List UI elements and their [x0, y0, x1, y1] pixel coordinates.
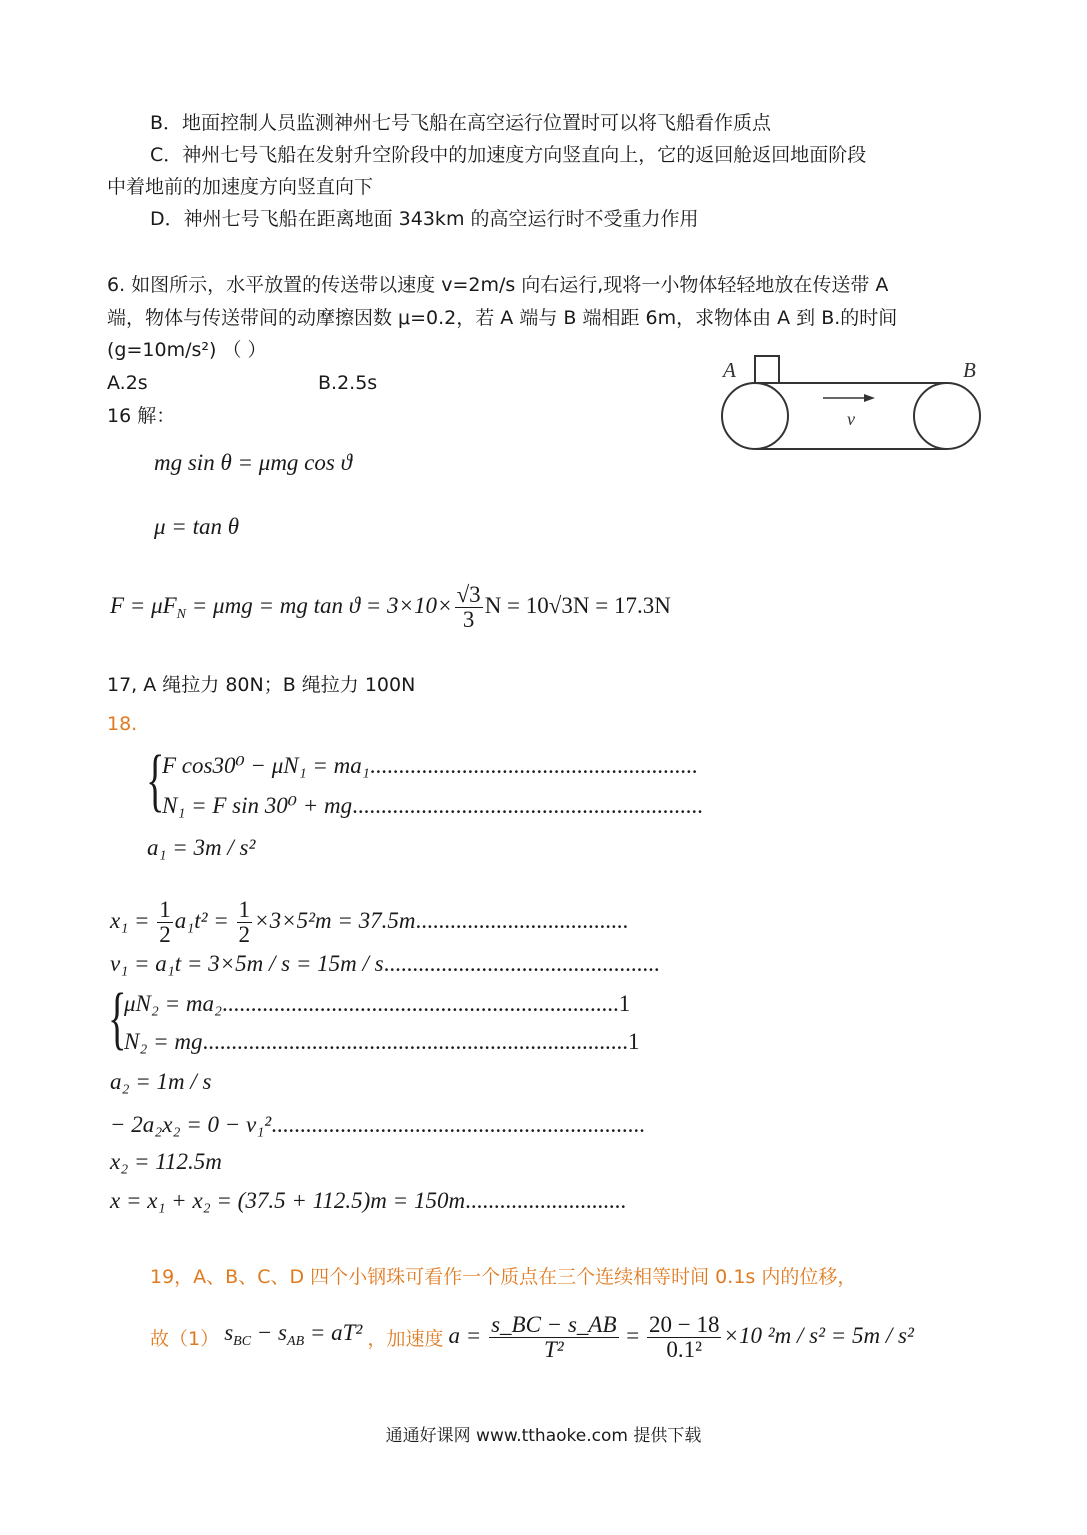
a18-v1-text: v₁ = a₁t = 3×5m / s = 15m / s: [110, 951, 384, 976]
a18-x1-frac1-den: 2: [159, 922, 171, 947]
a18-a1: a₁ = 3m / s²: [147, 835, 256, 860]
q5-option-d: D．神州七号飞船在距离地面 343km 的高空运行时不受重力作用: [150, 208, 699, 230]
a18-x: x = x₁ + x₂ = (37.5 + 112.5)m = 150m............................: [110, 1188, 627, 1213]
a18-sys2-line1: μN₂ = ma₂.....................................................................1: [124, 991, 631, 1016]
a18-x1-frac2-num: 1: [238, 897, 251, 922]
q5-option-b: B．地面控制人员监测神州七号飞船在高空运行位置时可以将飞船看作质点: [150, 112, 772, 134]
a17-text: 17, A 绳拉力 80N；B 绳拉力 100N: [107, 674, 416, 696]
a18-v1: v₁ = a₁t = 3×5m / s = 15m / s................................................: [110, 951, 660, 976]
a19-eq-a: [224, 1320, 363, 1349]
a16-eq3-sub: N: [176, 606, 187, 622]
a18-sys2-line1-end: 1: [618, 991, 631, 1016]
a19-eq-a-mid: − s: [251, 1320, 288, 1345]
q6-option-a: A.2s: [107, 372, 148, 394]
q6-stem-line2: 端，物体与传送带间的动摩擦因数 μ=0.2，若 A 端与 B 端相距 6m，求物体由 A 到 B.的时间: [107, 307, 898, 329]
a18-sys1-line2-text: N₁ = F sin 30⁰ + mg: [162, 793, 353, 818]
a18-eq-v: − 2a₂x₂ = 0 − v₁².................................................................: [110, 1112, 645, 1137]
a19-line1: 19，A、B、C、D 四个小钢珠可看作一个质点在三个连续相等时间 0.1s 内的位移，: [150, 1266, 857, 1288]
a18-x1: x₁ = $\frac{1}{2}$ a₁t² = $\frac{1}{2}$ ×3×5²m = 37.5m.....................................: [110, 897, 629, 947]
a19-eq-a-s1: s: [224, 1320, 234, 1345]
a19-eq-b: a = $\frac{s\_BC - s\_AB}{\text{T²}}$ = $\frac{20 - 18}{\text{0.1²}}$ ×10 ²m / s² = 5m / s²: [448, 1312, 914, 1362]
q6-option-b: B.2.5s: [318, 372, 378, 394]
a16-eq3-right: N = 10√3N = 17.3N: [484, 592, 671, 618]
a19-eq-a-right: = aT²: [304, 1320, 363, 1345]
a19-prefix: 故（1）: [150, 1328, 220, 1350]
a18-sys2-line1-text: μN₂ = ma₂: [124, 991, 223, 1016]
a16-equation-3: [110, 583, 671, 632]
a19-frac1-den: T²: [543, 1337, 564, 1362]
belt-block: [755, 356, 779, 383]
a19-line2: [150, 1313, 914, 1362]
a18-sys2-line2-text: N₂ = mg: [124, 1029, 203, 1054]
a16-heading: 16 解：: [107, 405, 176, 427]
a18-sys1-line1: F cos30⁰ − μN₁ = ma₁.........................................................: [162, 753, 698, 778]
page-footer: 通通好课网 www.tthaoke.com 提供下载: [385, 1426, 702, 1446]
conveyor-belt-figure: [715, 350, 985, 455]
a18-brace-1: {: [146, 742, 165, 819]
left-pulley: [722, 383, 788, 449]
a16-equation-1: mg sin θ = μmg cos ϑ: [154, 450, 352, 475]
a18-brace-2: {: [108, 980, 127, 1057]
label-a: A: [723, 358, 736, 382]
label-v: v: [847, 409, 855, 429]
q6-stem-line3: (g=10m/s²) （ ）: [107, 339, 267, 361]
a16-eq3-mid: = μmg = mg tan ϑ = 3×10×: [186, 592, 453, 618]
a18-x1-frac1-num: 1: [159, 897, 171, 922]
a18-a2: a₂ = 1m / s: [110, 1069, 212, 1094]
a19-frac2-num: 20 − 18: [648, 1312, 720, 1337]
a18-eq-v-text: − 2a₂x₂ = 0 − v₁²: [110, 1112, 272, 1137]
a18-sys1-line1-text: F cos30⁰ − μN₁ = ma₁: [162, 753, 370, 778]
velocity-arrow-head: [864, 394, 875, 402]
a18-x-text: x = x₁ + x₂ = (37.5 + 112.5)m = 150m: [110, 1188, 466, 1213]
a19-eq-b-right: ×10 ²m / s² = 5m / s²: [723, 1322, 914, 1348]
a16-eq3-left: F = μF: [110, 592, 177, 618]
right-pulley: [914, 383, 980, 449]
a19-eq-a-sub1: BC: [233, 1334, 252, 1349]
q5-option-c-line2: 中着地前的加速度方向竖直向下: [107, 176, 374, 198]
a19-eq-a-sub2: AB: [287, 1334, 305, 1349]
a18-x1-right: ×3×5²m = 37.5m: [254, 907, 416, 933]
a19-frac1-num: s_BC − s_AB: [491, 1312, 617, 1337]
q5-option-c-line1: C．神州七号飞船在发射升空阶段中的加速度方向竖直向上，它的返回舱返回地面阶段: [150, 144, 867, 166]
a16-eq3-num: √3: [456, 582, 481, 607]
a18-sys2-line2: N₂ = mg..........................................................................1: [124, 1029, 640, 1054]
q6-stem-line1: 6. 如图所示，水平放置的传送带以速度 v=2m/s 向右运行,现将一小物体轻轻地放在传送带 A: [107, 274, 889, 296]
a18-x1-frac2-den: 2: [238, 922, 251, 947]
a18-x2: x₂ = 112.5m: [110, 1149, 222, 1174]
a18-heading: 18.: [107, 713, 138, 735]
a18-sys2-line2-end: 1: [627, 1029, 640, 1054]
a18-x1-mid: a₁t² =: [174, 907, 235, 933]
a19-eq-b-left: a =: [448, 1322, 488, 1348]
label-b: B: [963, 358, 976, 382]
a19-accel-label: ，加速度: [367, 1328, 444, 1350]
a19-frac2-den: 0.1²: [666, 1337, 703, 1362]
a16-equation-2: μ = tan θ: [154, 514, 240, 539]
a18-sys1-line2: N₁ = F sin 30⁰ + mg.............................................................: [162, 793, 703, 818]
a18-x1-left: x₁ =: [110, 907, 156, 933]
a16-eq3-den: 3: [462, 607, 475, 632]
